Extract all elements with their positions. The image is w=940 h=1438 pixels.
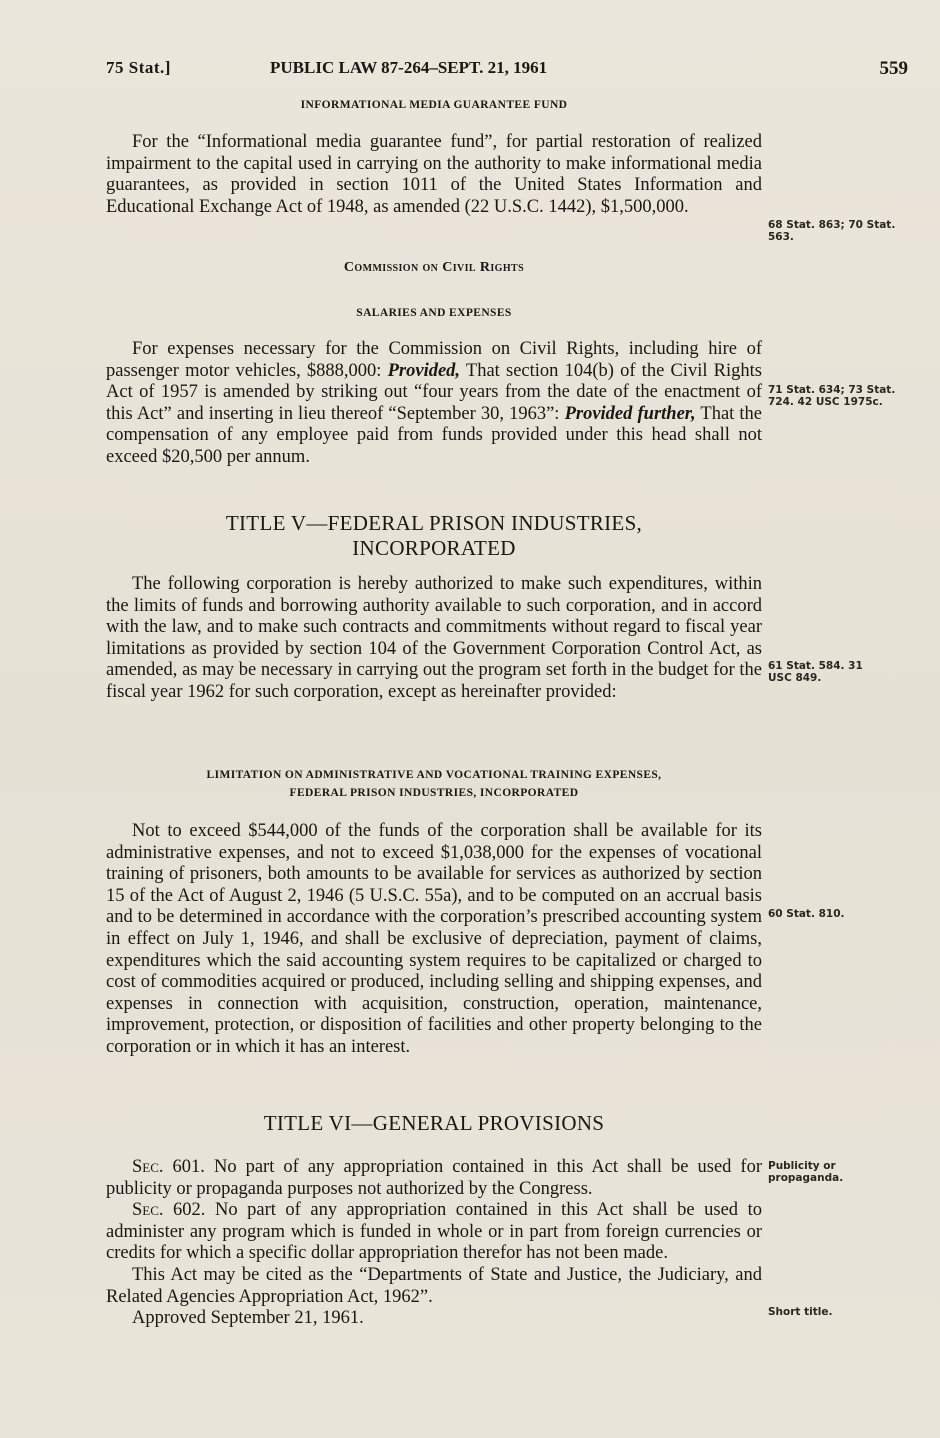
sec-601 (106, 1157, 762, 1200)
sec-602-text: No part of any appropriation contained in this Act shall be used to administer any program which is funded in whole or in part from foreign currencies or credits for which a specific dollar appropriation therefor has not been made. (106, 1200, 762, 1264)
title-v-heading-line2: INCORPORATED (352, 536, 516, 560)
media-fund-paragraph (106, 132, 762, 218)
page-number: 559 (879, 58, 908, 79)
short-title-paragraph: This Act may be cited as the “Departments of State and Justice, the Judiciary, and Related Agencies Appropriation Act, 1962”. (106, 1264, 762, 1307)
title-v-text: The following corporation is hereby authorized to make such expenditures, within the limits of funds and borrowing authority available to such corporation, and in accord with the law, and to make such contracts and commitments without regard to fiscal year limitations as provided by section 104 of the Government Corporation Control Act, as amended, as may be necessary in carrying out the program set forth in the budget for the fiscal year 1962 for such corporation, except as hereinafter provided: (106, 574, 762, 702)
limitation-paragraph (106, 821, 762, 1059)
civil-rights-body (106, 339, 762, 469)
civil-rights-text-1: For expenses necessary for the Commission on Civil Rights, including hire of passenger motor vehicles, $888,000: (106, 339, 762, 381)
sec-602-label: Sec. 602. (132, 1200, 206, 1221)
public-law-header: PUBLIC LAW 87-264–SEPT. 21, 1961 (270, 58, 548, 77)
publicity-margin-note: Publicity or propaganda. (768, 1160, 844, 1184)
proviso-1: Provided, (387, 360, 461, 381)
civil-rights-heading: Commission on Civil Rights (343, 260, 525, 275)
short-title-margin-note: Short title. (768, 1306, 833, 1318)
civil-rights-subheading: SALARIES AND EXPENSES (356, 307, 512, 319)
title-v-margin-note: 61 Stat. 584. 31 USC 849. (768, 660, 863, 684)
limitation-heading (106, 766, 762, 802)
civil-rights-margin-note: 71 Stat. 634; 73 Stat. 724. 42 USC 1975c. (768, 384, 896, 408)
civil-rights-text-3: That the compensation of any employee paid from funds provided under this head shall not exceed $20,500 per annum. (106, 403, 763, 467)
media-fund-text: For the “Informational media guarantee fund”, for partial restoration of realized impairment to the capital used in carrying on the authority to make informational media guarantees, as provided in section 1011 of the United States Information and Educational Exchange Act of 1948, as amended (22 U.S.C. 1442), $1,500,000. (106, 132, 762, 217)
civil-rights-text-2: That section 104(b) of the Civil Rights Act of 1957 is amended by striking out “four years from the date of the enactment of this Act” and inserting in lieu thereof “September 30, 1963”: (106, 360, 762, 424)
limitation-margin-note: 60 Stat. 810. (768, 908, 845, 920)
civil-rights-paragraph (106, 339, 762, 469)
title-v-heading-line1: TITLE V—FEDERAL PRISON INDUSTRIES, (225, 511, 643, 535)
title-vi-paragraphs (106, 1157, 762, 1330)
limitation-text: Not to exceed $544,000 of the funds of the corporation shall be available for its administrative expenses, and not to exceed $1,038,000 for the expenses of vocational training of prisoners, both amounts to be available for services as authorized by section 15 of the Act of August 2, 1946 (5 U.S.C. 55a), and to be computed on an accrual basis and to be determined in accordance with the corporation’s prescribed accounting system in effect on July 1, 1946, and shall be exclusive of depreciation, payment of claims, expenditures which the said accounting system requires to be capitalized or charged to cost of commodities acquired or produced, including selling and shipping expenses, and expenses in connection with acquisition, construction, operation, maintenance, improvement, protection, or disposition of facilities and other property belonging to the corporation or in which it has an interest. (106, 821, 762, 1057)
title-v-heading (106, 511, 762, 561)
volume-citation: 75 Stat.] (106, 58, 171, 77)
title-vi-heading: TITLE VI—GENERAL PROVISIONS (263, 1111, 605, 1135)
title-v-paragraph (106, 574, 762, 704)
media-fund-margin-note: 68 Stat. 863; 70 Stat. 563. (768, 219, 896, 243)
sec-602 (106, 1200, 762, 1265)
limitation-heading-line2: FEDERAL PRISON INDUSTRIES, INCORPORATED (289, 787, 579, 799)
sec-601-label: Sec. 601. (132, 1157, 205, 1177)
media-fund-heading: INFORMATIONAL MEDIA GUARANTEE FUND (300, 99, 568, 111)
limitation-heading-line1: LIMITATION ON ADMINISTRATIVE AND VOCATIONAL TRAINING EXPENSES, (206, 769, 662, 781)
approval-date: Approved September 21, 1961. (132, 1308, 364, 1329)
proviso-2: Provided further, (564, 403, 696, 424)
sec-601-text: No part of any appropriation contained in this Act shall be used for publicity or propaganda purposes not authorized by the Congress. (106, 1157, 763, 1199)
